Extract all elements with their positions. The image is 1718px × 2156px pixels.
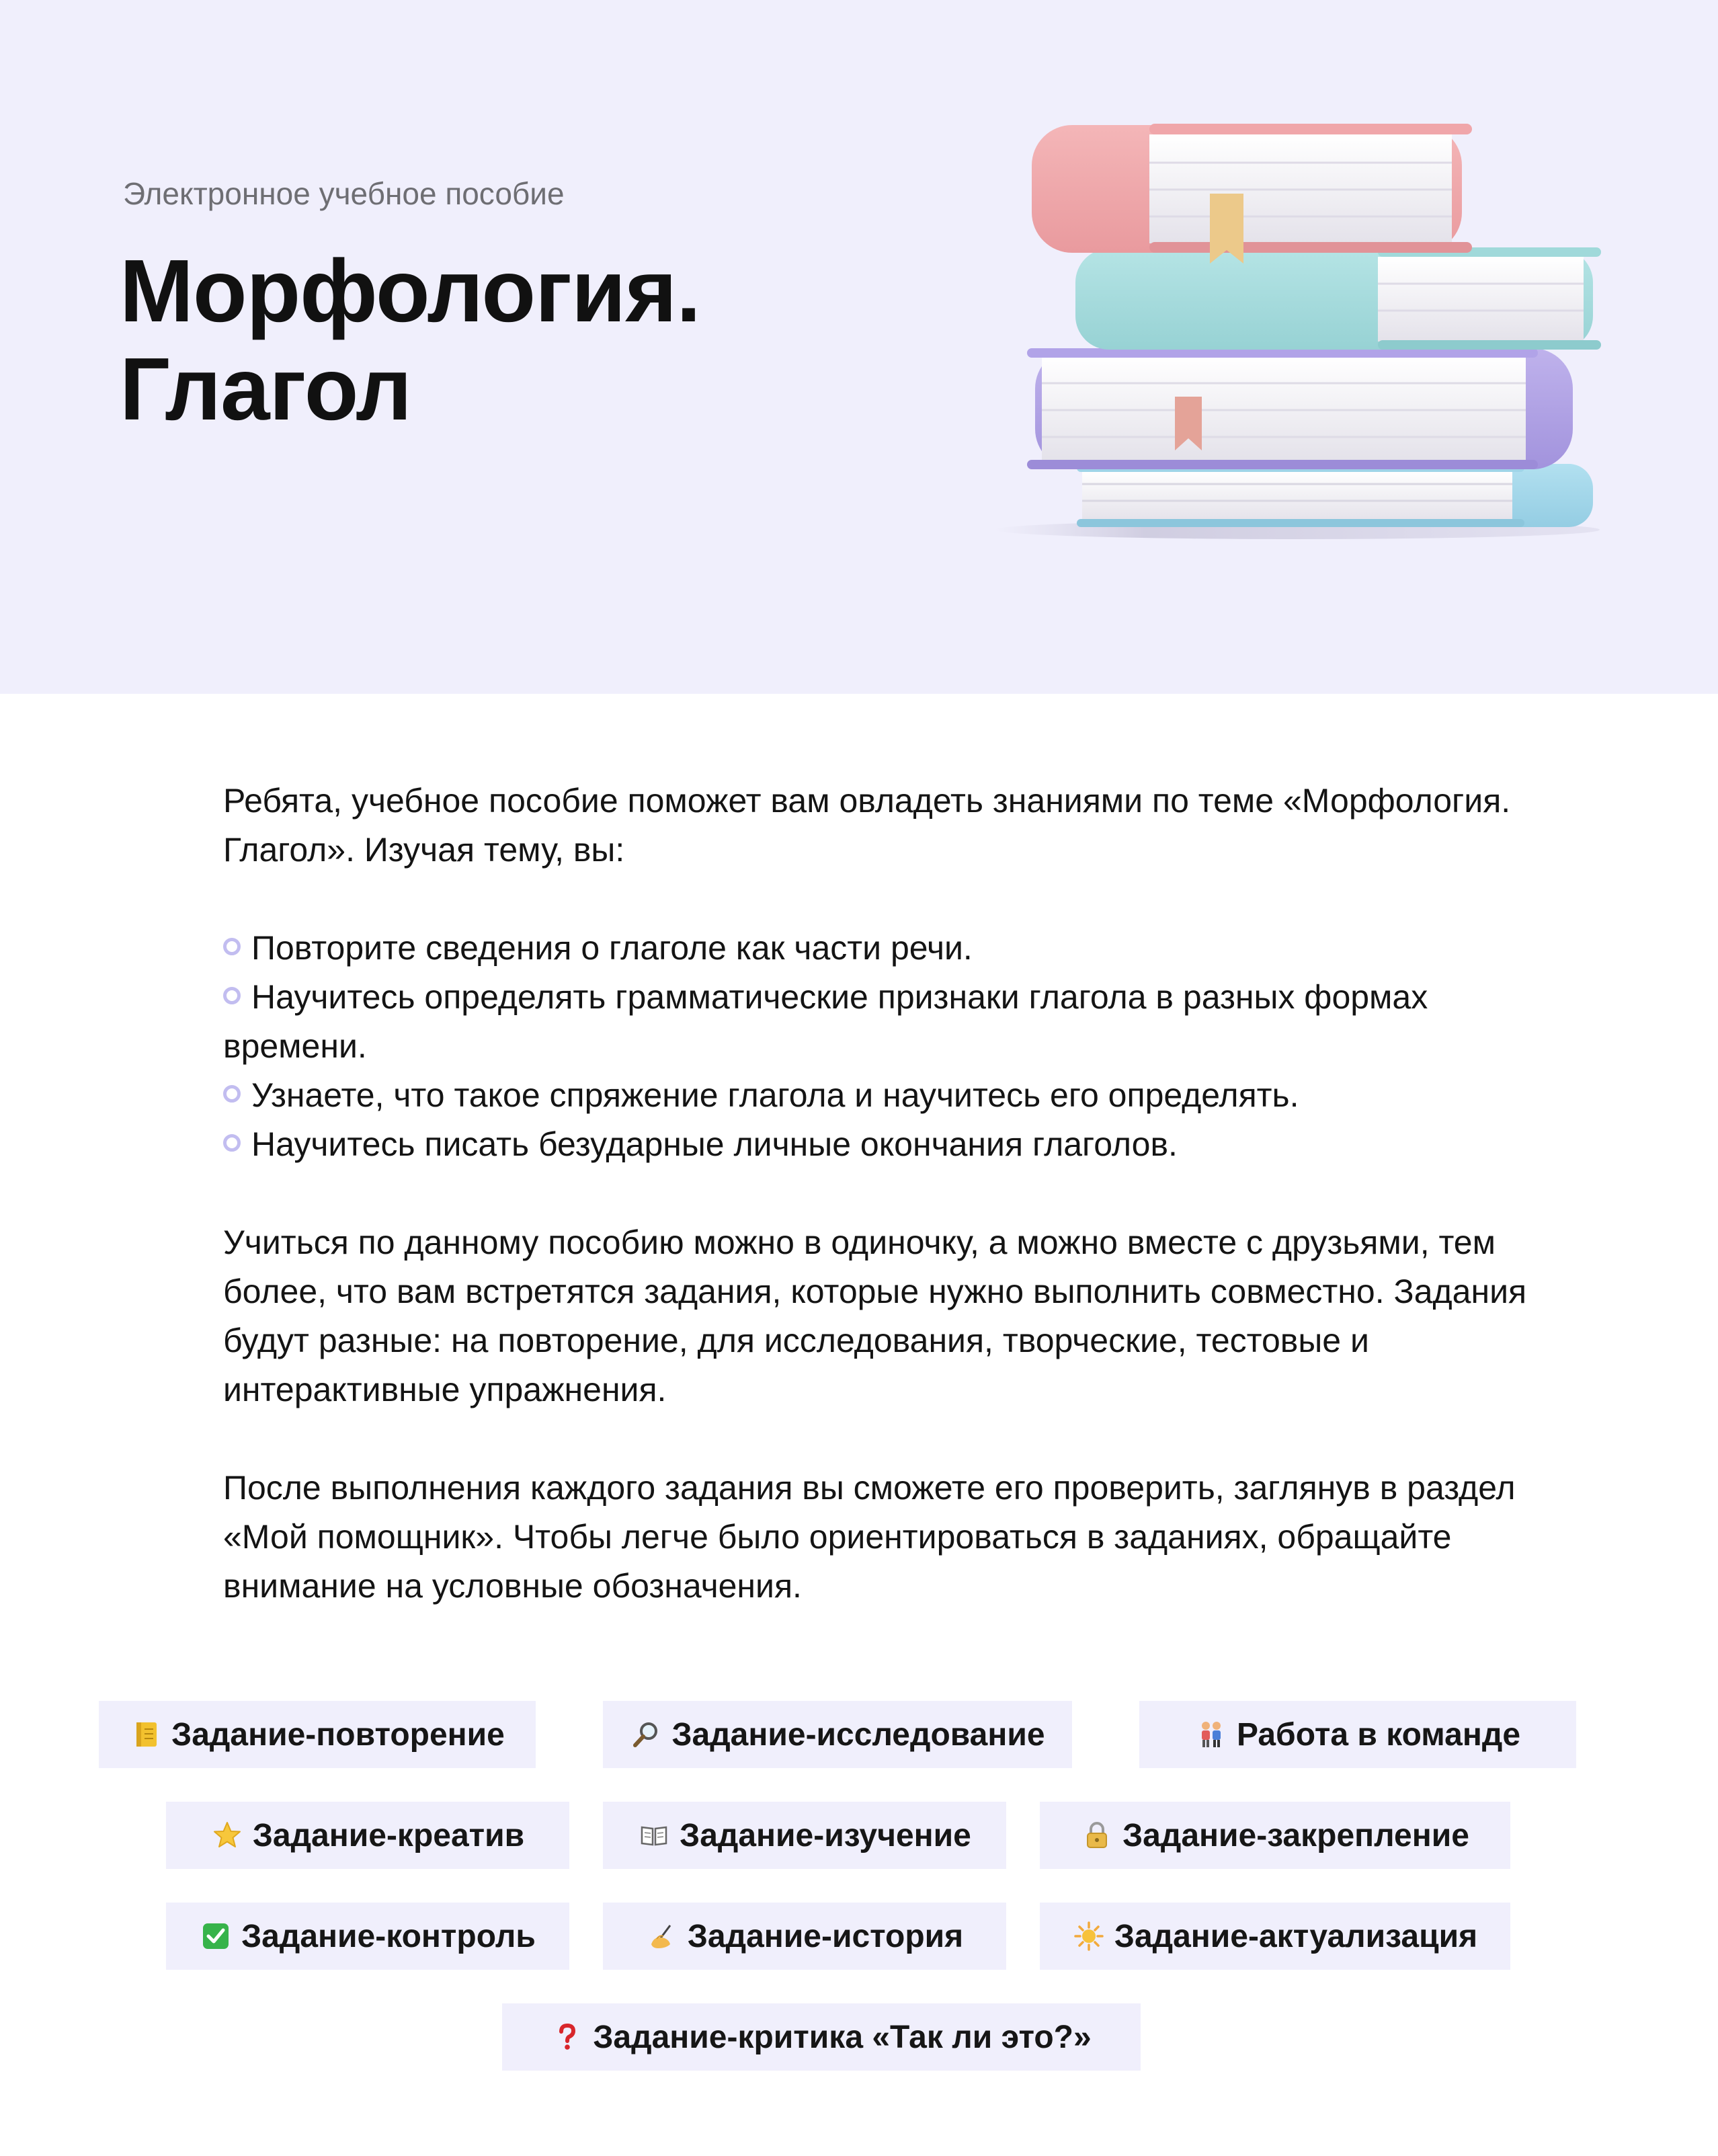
legend-chip-study[interactable] bbox=[603, 1802, 1006, 1869]
page-subtitle: Электронное учебное пособие bbox=[123, 176, 565, 211]
legend-chip-control[interactable] bbox=[166, 1903, 569, 1970]
books-stack-illustration bbox=[921, 108, 1633, 551]
intro-paragraph-3: После выполнения каждого задания вы сможете его проверить, заглянув в раздел «Мой помощник». Чтобы легче было ориентироваться в заданиях, обращайте внимание на условные обозначения. bbox=[223, 1469, 1516, 1605]
legend-label: Задание-изучение bbox=[680, 1817, 971, 1853]
list-item bbox=[223, 973, 1541, 1071]
page-title bbox=[120, 242, 700, 438]
open-book-icon bbox=[638, 1819, 670, 1851]
legend-chip-research[interactable] bbox=[603, 1701, 1072, 1768]
sun-icon bbox=[1073, 1920, 1105, 1952]
lock-icon bbox=[1081, 1819, 1113, 1851]
legend-chip-history[interactable] bbox=[603, 1903, 1006, 1970]
legend-chip-creative[interactable] bbox=[166, 1802, 569, 1869]
legend-chip-teamwork[interactable] bbox=[1139, 1701, 1576, 1768]
notebook-icon bbox=[130, 1718, 162, 1751]
mint-book bbox=[1075, 247, 1601, 350]
intro-paragraph-1: Ребята, учебное пособие поможет вам овладеть знаниями по теме «Морфология. Глагол». Изучая тему, вы: bbox=[223, 782, 1511, 869]
legend-label: Задание-критика «Так ли это?» bbox=[593, 2019, 1092, 2055]
bullet-circle-icon bbox=[223, 987, 241, 1004]
page-title-line-2: Глагол bbox=[120, 340, 411, 438]
legend-label: Задание-закрепление bbox=[1122, 1817, 1469, 1853]
legend-chip-critique[interactable] bbox=[502, 2003, 1141, 2071]
list-item bbox=[223, 1120, 1541, 1169]
bullet-circle-icon bbox=[223, 938, 241, 955]
legend-label: Задание-повторение bbox=[171, 1716, 505, 1753]
question-icon bbox=[551, 2021, 583, 2053]
list-item-text: Повторите сведения о глаголе как части речи. bbox=[251, 929, 973, 967]
star-icon bbox=[211, 1819, 243, 1851]
legend-label: Задание-креатив bbox=[252, 1817, 525, 1853]
people-icon bbox=[1195, 1718, 1227, 1751]
intro-text bbox=[223, 776, 1541, 1611]
page-title-line-1: Морфология. bbox=[120, 241, 700, 340]
legend-chip-reinforcement[interactable] bbox=[1040, 1802, 1510, 1869]
legend-label: Задание-актуализация bbox=[1114, 1918, 1478, 1954]
list-item bbox=[223, 1071, 1541, 1120]
legend-label: Работа в команде bbox=[1236, 1716, 1521, 1753]
legend-chip-repetition[interactable] bbox=[99, 1701, 536, 1768]
blue-book bbox=[1077, 464, 1593, 527]
intro-paragraph-2: Учиться по данному пособию можно в одиночку, а можно вместе с друзьями, тем более, что вам встретятся задания, которые нужно выполнить совместно. Задания будут разные: на повторение, для исследования, творческие, тестовые и интерактивные упражнения. bbox=[223, 1224, 1527, 1408]
bullet-circle-icon bbox=[223, 1085, 241, 1103]
list-item-text: Узнаете, что такое спряжение глагола и научитесь его определять. bbox=[251, 1076, 1299, 1114]
legend-label: Задание-история bbox=[687, 1918, 964, 1954]
list-item bbox=[223, 924, 1541, 973]
bullet-circle-icon bbox=[223, 1134, 241, 1152]
list-item-text: Научитесь определять грамматические признаки глагола в разных формах времени. bbox=[223, 978, 1428, 1065]
hero-banner bbox=[0, 0, 1718, 694]
magnifier-icon bbox=[630, 1718, 662, 1751]
check-icon bbox=[200, 1920, 232, 1952]
list-item-text: Научитесь писать безударные личные окончания глаголов. bbox=[251, 1125, 1178, 1163]
legend-label: Задание-контроль bbox=[241, 1918, 536, 1954]
legend-label: Задание-исследование bbox=[671, 1716, 1045, 1753]
pink-book bbox=[1032, 124, 1472, 264]
purple-book bbox=[1027, 348, 1573, 469]
legend-chip-actualization[interactable] bbox=[1040, 1903, 1510, 1970]
writing-hand-icon bbox=[646, 1920, 678, 1952]
